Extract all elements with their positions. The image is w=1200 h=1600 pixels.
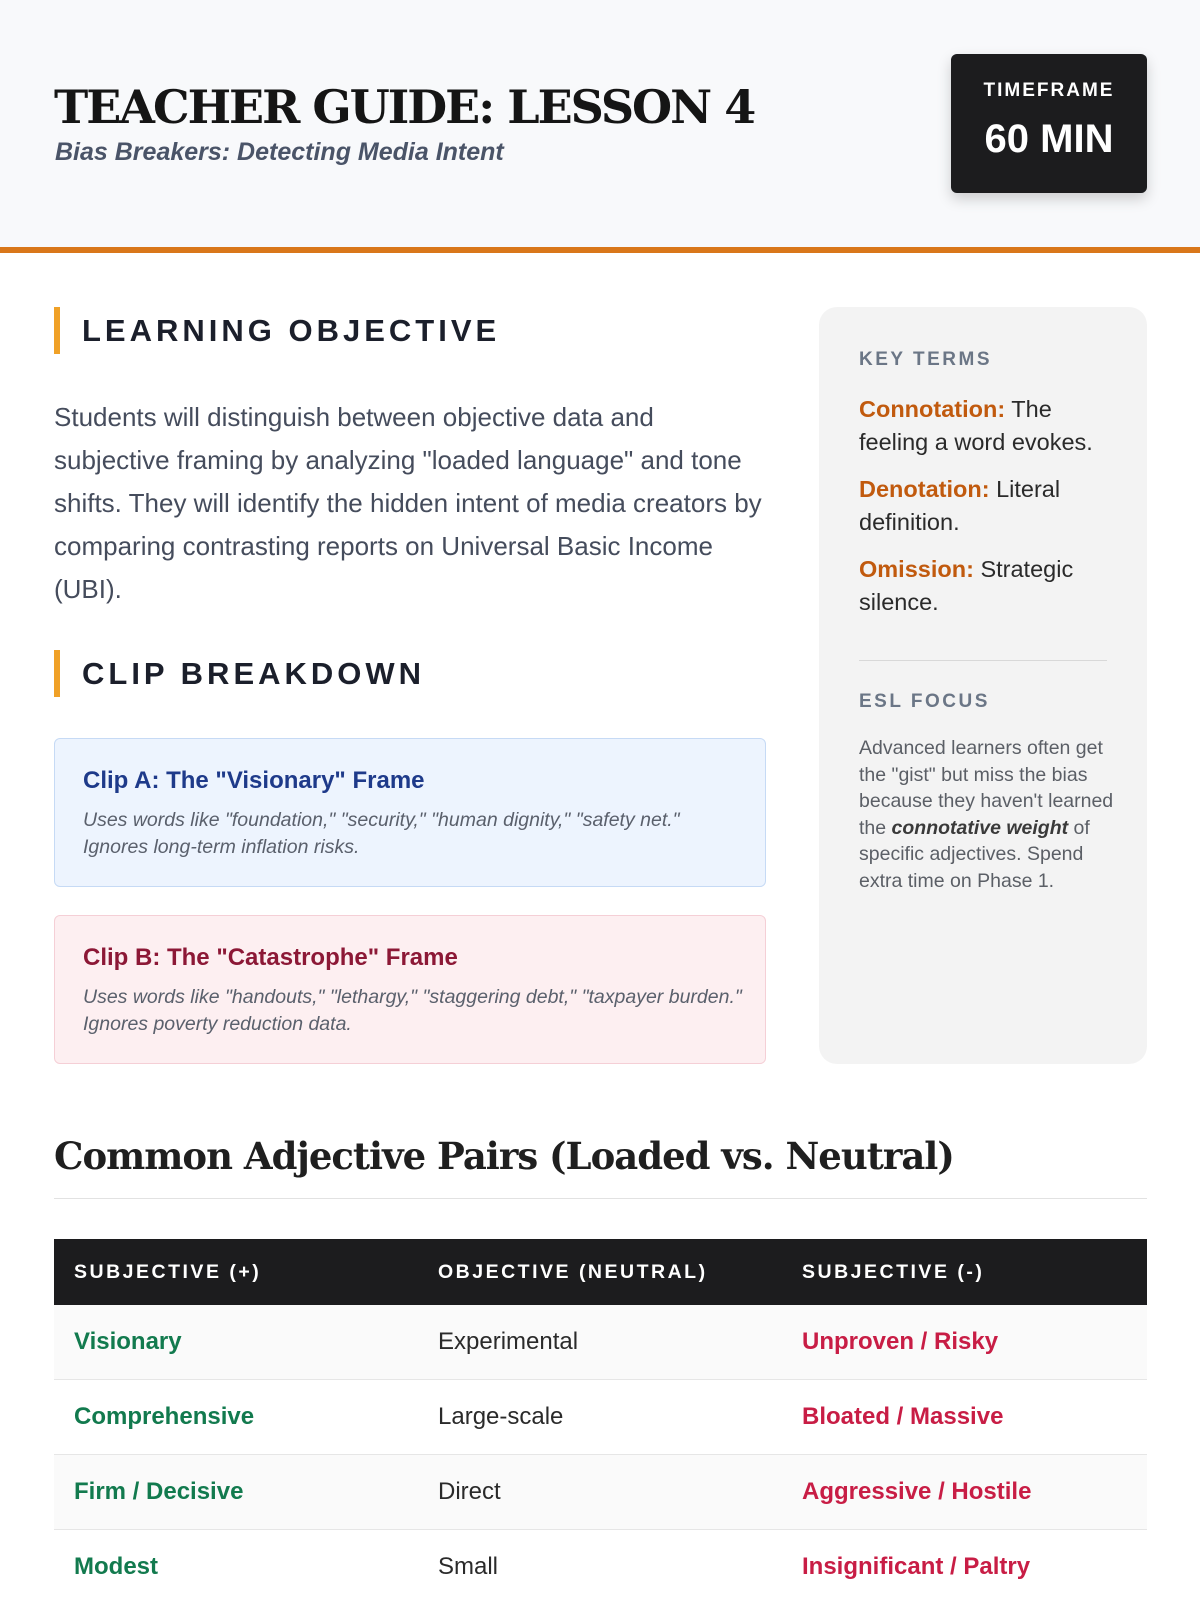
page-title: TEACHER GUIDE: LESSON 4: [54, 80, 755, 134]
term-definition: Strategic silence.: [859, 556, 1074, 615]
sidebar-panel: [819, 307, 1147, 1064]
timeframe-value: 60 MIN: [984, 117, 1114, 161]
esl-text-start: Advanced learners often get the "gist" but miss the bias because they haven't learned the: [859, 737, 1114, 839]
page-subtitle: Bias Breakers: Detecting Media Intent: [55, 138, 504, 166]
key-terms-label: KEY TERMS: [859, 349, 993, 370]
table-row: [54, 1455, 1147, 1530]
table-header: [54, 1239, 1147, 1305]
negative-cell: Unproven / Risky: [802, 1328, 999, 1355]
neutral-cell: Small: [438, 1553, 499, 1580]
esl-focus-text: [859, 735, 1115, 894]
column-header-negative: SUBJECTIVE (-): [802, 1260, 985, 1283]
esl-text-end: of specific adjectives. Spend extra time on Phase 1.: [859, 816, 1090, 892]
positive-cell: Firm / Decisive: [74, 1478, 244, 1505]
term-key: Omission:: [859, 556, 974, 582]
objective-heading: LEARNING OBJECTIVE: [54, 307, 500, 354]
negative-cell: Insignificant / Paltry: [802, 1553, 1031, 1580]
neutral-cell: Large-scale: [438, 1403, 564, 1430]
term-key: Denotation:: [859, 476, 990, 502]
term-denotation: [859, 473, 1117, 539]
table-row: [54, 1530, 1147, 1600]
positive-cell: Modest: [74, 1553, 158, 1580]
term-connotation: [859, 393, 1117, 459]
timeframe-label: TIMEFRAME: [983, 80, 1115, 101]
table-row: [54, 1380, 1147, 1455]
table-row: [54, 1305, 1147, 1380]
positive-cell: Visionary: [74, 1328, 182, 1355]
esl-emphasis: connotative weight: [891, 816, 1069, 839]
negative-cell: Bloated / Massive: [802, 1403, 1004, 1430]
term-omission: [859, 553, 1117, 619]
adjective-pairs-title: Common Adjective Pairs (Loaded vs. Neutral): [54, 1134, 954, 1178]
clip-a-card: [54, 738, 766, 887]
adjective-pairs-table: [54, 1239, 1147, 1600]
clip-a-title: Clip A: The "Visionary" Frame: [83, 767, 425, 794]
term-definition: The feeling a word evokes.: [859, 396, 1093, 455]
objective-text: Students will distinguish between objective data and subjective framing by analyzing "loaded language" and tone shifts. They will identify the hidden intent of media creators by comparing contrasting reports on Universal Basic Income (UBI).: [54, 402, 762, 604]
column-header-neutral: OBJECTIVE (NEUTRAL): [438, 1260, 708, 1283]
neutral-cell: Direct: [438, 1478, 501, 1505]
sidebar-divider: [859, 660, 1107, 661]
clip-b-card: [54, 915, 766, 1064]
clip-breakdown-heading: CLIP BREAKDOWN: [54, 650, 425, 697]
clip-a-description: Uses words like "foundation," "security," "human dignity," "safety net." Ignores long-term inflation risks.: [83, 809, 680, 858]
positive-cell: Comprehensive: [74, 1403, 255, 1430]
timeframe-badge: [951, 54, 1147, 193]
esl-focus-label: ESL FOCUS: [859, 691, 990, 712]
negative-cell: Aggressive / Hostile: [802, 1478, 1032, 1505]
title-divider: [54, 1198, 1147, 1199]
term-definition: Literal definition.: [859, 476, 1061, 535]
column-header-positive: SUBJECTIVE (+): [74, 1260, 262, 1283]
header: [0, 0, 1200, 253]
clip-b-description: Uses words like "handouts," "lethargy," "staggering debt," "taxpayer burden." Ignores poverty reduction data.: [83, 986, 742, 1035]
term-key: Connotation:: [859, 396, 1006, 422]
clip-b-title: Clip B: The "Catastrophe" Frame: [83, 944, 458, 971]
neutral-cell: Experimental: [438, 1328, 579, 1355]
